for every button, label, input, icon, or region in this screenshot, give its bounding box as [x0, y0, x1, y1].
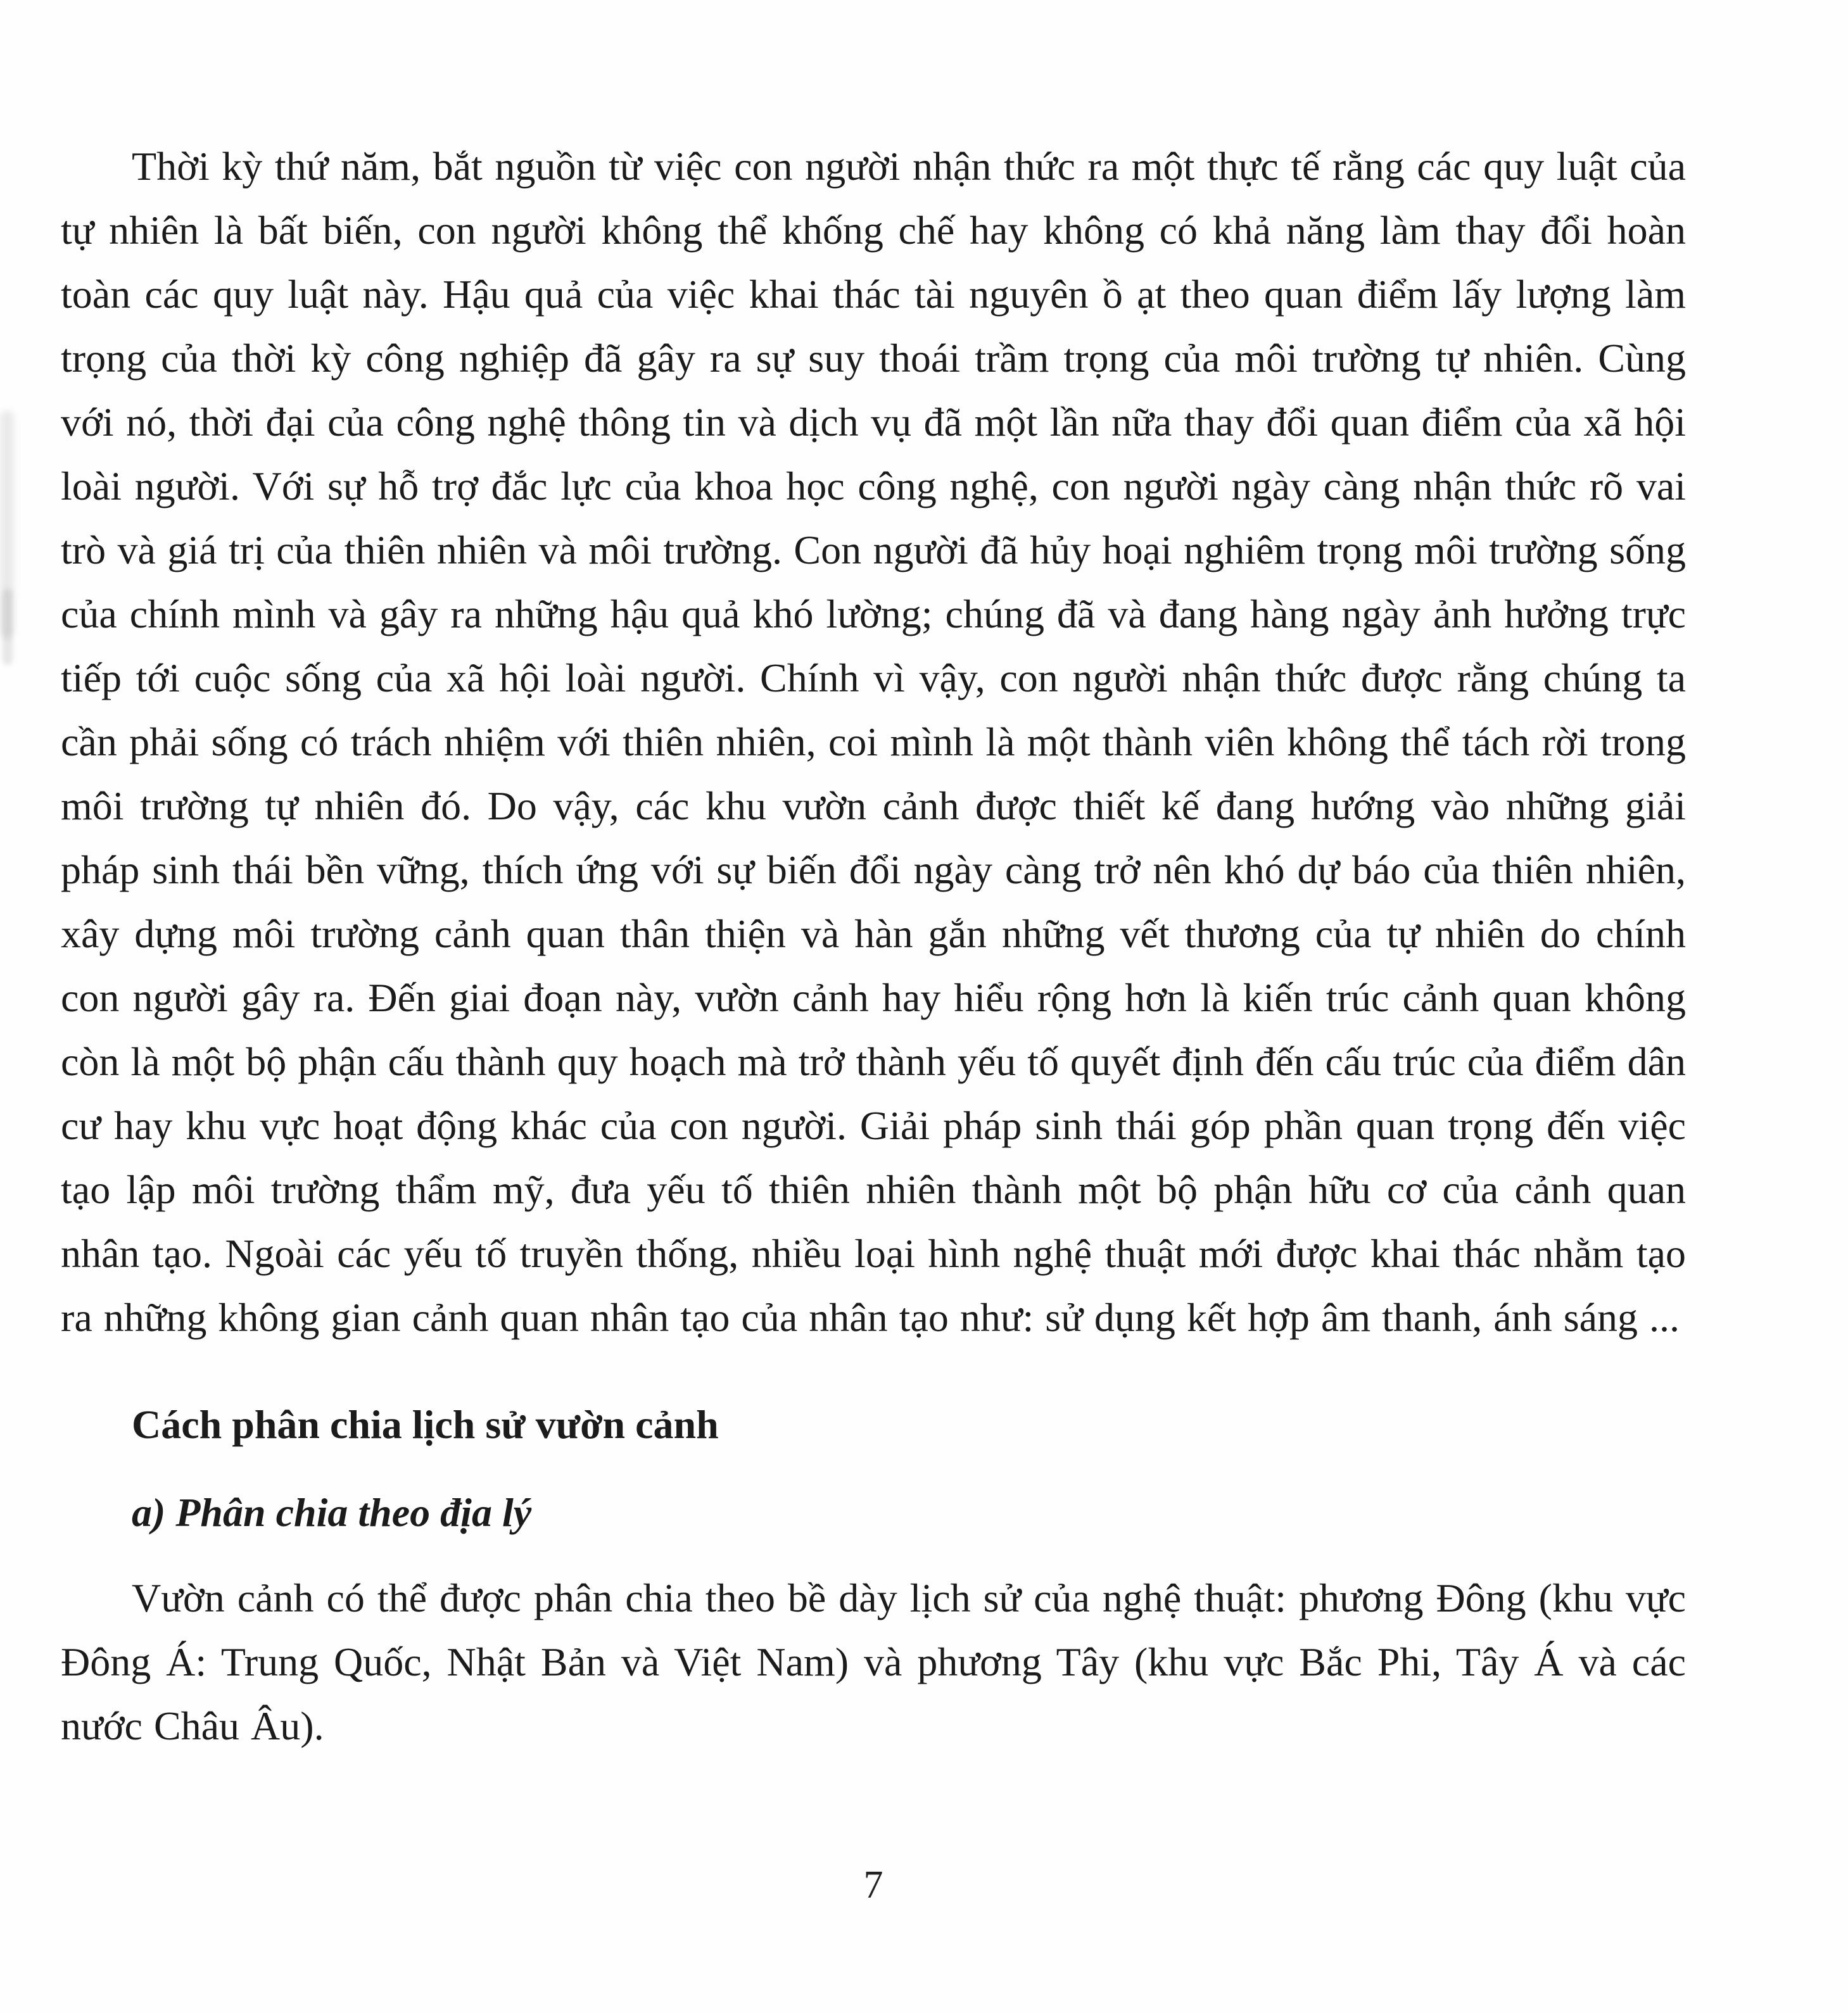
section-heading: Cách phân chia lịch sử vườn cảnh [132, 1402, 719, 1447]
body-paragraph-1: Thời kỳ thứ năm, bắt nguồn từ việc con người nhận thức ra một thực tế rằng các quy luật của tự nhiên là bất biến, con người không thể khống chế hay không có khả năng làm thay đổi hoàn toàn các quy luật này. Hậu quả của việc khai thác tài nguyên ồ ạt theo quan điểm lấy lượng làm trọng của thời kỳ công nghiệp đã gây ra sự suy thoái trầm trọng của môi trường tự nhiên. Cùng với nó, thời đại của công nghệ thông tin và dịch vụ đã một lần nữa thay đổi quan điểm của xã hội loài người. Với sự hỗ trợ đắc lực của khoa học công nghệ, con người ngày càng nhận thức rõ vai trò và giá trị của thiên nhiên và môi trường. Con người đã hủy hoại nghiêm trọng môi trường sống của chính mình và gây ra những hậu quả khó lường; chúng đã và đang hàng ngày ảnh hưởng trực tiếp tới cuộc sống của xã hội loài người. Chính vì vậy, con người nhận thức được rằng chúng ta cần phải sống có trách nhiệm với thiên nhiên, coi mình là một thành viên không thể tách rời trong môi trường tự nhiên đó. Do vậy, các khu vườn cảnh được thiết kế đang hướng vào những giải pháp sinh thái bền vững, thích ứng với sự biến đổi ngày càng trở nên khó dự báo của thiên nhiên, xây dựng môi trường cảnh quan thân thiện và hàn gắn những vết thương của tự nhiên do chính con người gây ra. Đến giai đoạn này, vườn cảnh hay hiểu rộng hơn là kiến trúc cảnh quan không còn là một bộ phận cấu thành quy hoạch mà trở thành yếu tố quyết định đến cấu trúc của điểm dân cư hay khu vực hoạt động khác của con người. Giải pháp sinh thái góp phần quan trọng đến việc tạo lập môi trường thẩm mỹ, đưa yếu tố thiên nhiên thành một bộ phận hữu cơ của cảnh quan nhân tạo. Ngoài các yếu tố truyền thống, nhiều loại hình nghệ thuật mới được khai thác nhằm tạo ra những không gian cảnh quan nhân tạo của nhân tạo như: sử dụng kết hợp âm thanh, ánh sáng ... [61, 144, 1686, 1340]
subsection-heading: a) Phân chia theo địa lý [132, 1490, 532, 1535]
body-paragraph-2: Vườn cảnh có thể được phân chia theo bề dày lịch sử của nghệ thuật: phương Đông (khu vực Đông Á: Trung Quốc, Nhật Bản và Việt Nam) và phương Tây (khu vực Bắc Phi, Tây Á và các nước Châu Âu). [61, 1575, 1686, 1748]
scan-artifact [3, 589, 13, 665]
page-number: 7 [863, 1864, 883, 1907]
page-content [61, 134, 1686, 1758]
